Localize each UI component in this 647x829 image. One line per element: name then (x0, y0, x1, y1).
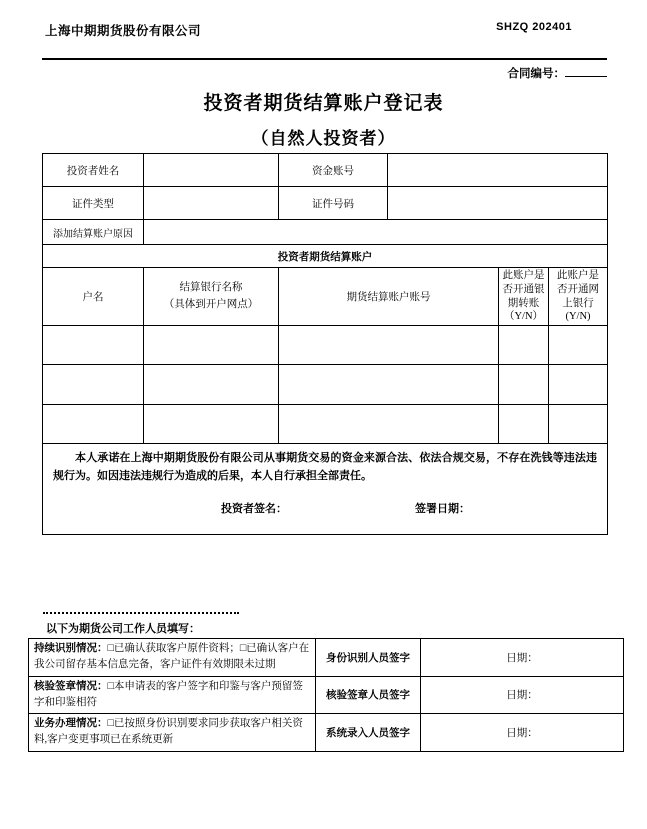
seal-verification-signer-label: 核验签章人员签字 (316, 676, 421, 714)
col-header-line: (Y/N) (565, 311, 591, 323)
commitment-text: 本人承诺在上海中期期货股份有限公司从事期货交易的资金来源合法、依法合规交易，不存在洗钱等违法违规行为。如因违法违规行为造成的后果，本人自行承担全部责任。 (53, 452, 598, 482)
account-number-input[interactable] (279, 405, 499, 444)
col-header-bank-transfer (499, 268, 549, 326)
contract-number-input[interactable] (565, 64, 607, 77)
bank-name-line2: （具体到开户网点） (163, 298, 259, 310)
page-subtitle: （自然人投资者） (251, 129, 396, 148)
company-name: 上海中期期货股份有限公司 (45, 24, 202, 38)
ebank-input[interactable] (549, 326, 608, 365)
identification-status-text: □已确认获取客户原件资料；□已确认客户在我公司留存基本信息完备，客户证件有效期限未过期 (34, 643, 310, 671)
seal-verification-date-cell[interactable]: 日期： (421, 676, 624, 714)
bank-account-row (43, 365, 608, 405)
id-type-label: 证件类型 (43, 187, 144, 220)
identification-status-label: 持续识别情况： (34, 643, 108, 654)
identification-date-cell[interactable]: 日期： (421, 639, 624, 677)
id-number-input[interactable] (388, 187, 608, 220)
document-header (45, 21, 607, 39)
identification-status-cell[interactable] (29, 639, 316, 677)
capital-account-input[interactable] (388, 154, 608, 187)
seal-verification-cell[interactable] (29, 676, 316, 714)
account-name-input[interactable] (43, 365, 144, 405)
investor-name-label: 投资者姓名 (43, 154, 144, 187)
staff-row-identification (29, 639, 624, 677)
bank-account-row (43, 326, 608, 365)
business-processing-cell[interactable] (29, 714, 316, 752)
system-entry-date-cell[interactable]: 日期： (421, 714, 624, 752)
col-header-line: 此账户是 (557, 270, 600, 282)
contract-number-line (42, 64, 607, 81)
bank-account-row (43, 405, 608, 444)
header-rule (42, 58, 607, 60)
investor-name-input[interactable] (144, 154, 279, 187)
identification-signer-label: 身份识别人员签字 (316, 639, 421, 677)
reason-label: 添加结算账户原因 (43, 220, 144, 245)
account-number-input[interactable] (279, 326, 499, 365)
contract-number-label: 合同编号： (507, 68, 565, 80)
id-number-label: 证件号码 (279, 187, 388, 220)
table-row (43, 220, 608, 245)
account-name-input[interactable] (43, 405, 144, 444)
commitment-row (43, 444, 608, 535)
seal-verification-label: 核验签章情况： (34, 680, 108, 692)
account-number-input[interactable] (279, 365, 499, 405)
main-form-table (42, 153, 608, 535)
seal-verification-text: □本申请表的客户签字和印鉴与客户预留签字和印鉴相符 (34, 680, 303, 708)
capital-account-label: 资金账号 (279, 154, 388, 187)
ebank-input[interactable] (549, 365, 608, 405)
page-title: 投资者期货结算账户登记表 (203, 93, 444, 114)
col-header-account-number: 期货结算账户账号 (279, 268, 499, 326)
col-header-account-name: 户名 (43, 268, 144, 326)
staff-table (28, 638, 624, 752)
id-type-input[interactable] (144, 187, 279, 220)
business-processing-label: 业务办理情况： (34, 718, 108, 730)
staff-row-seal-verification (29, 676, 624, 714)
system-entry-signer-label: 系统录入人员签字 (316, 714, 421, 752)
col-header-line: （Y/N） (503, 311, 544, 323)
dotted-separator (43, 612, 239, 614)
staff-section-note: 以下为期货公司工作人员填写： (46, 623, 200, 635)
col-header-line: 否开通银 (502, 283, 545, 295)
bank-name-input[interactable] (144, 405, 279, 444)
investor-signature-label[interactable]: 投资者签名： (221, 503, 287, 516)
table-row (43, 187, 608, 220)
bank-section-title: 投资者期货结算账户 (43, 245, 608, 268)
commitment-cell (43, 444, 608, 535)
account-name-input[interactable] (43, 326, 144, 365)
bank-transfer-input[interactable] (499, 405, 549, 444)
bank-table-header-row (43, 268, 608, 326)
col-header-line: 否开通网 (557, 283, 600, 295)
bank-transfer-input[interactable] (499, 326, 549, 365)
col-header-line: 期转账 (507, 297, 540, 309)
table-row (43, 245, 608, 268)
form-code: SHZQ 202401 (496, 21, 572, 33)
col-header-ebank (549, 268, 608, 326)
ebank-input[interactable] (549, 405, 608, 444)
reason-input[interactable] (144, 220, 608, 245)
bank-name-input[interactable] (144, 365, 279, 405)
table-row (43, 154, 608, 187)
bank-transfer-input[interactable] (499, 365, 549, 405)
col-header-line: 上银行 (562, 297, 594, 309)
bank-name-input[interactable] (144, 326, 279, 365)
bank-name-line1: 结算银行名称 (179, 281, 243, 293)
col-header-bank-name (144, 268, 279, 326)
col-header-line: 此账户是 (502, 270, 545, 282)
signature-date-label[interactable]: 签署日期： (415, 503, 470, 516)
staff-row-business-processing (29, 714, 624, 752)
signature-row (53, 500, 597, 516)
business-processing-text: □已按照身份识别要求同步获取客户相关资料,客户变更事项已在系统更新 (34, 718, 303, 746)
